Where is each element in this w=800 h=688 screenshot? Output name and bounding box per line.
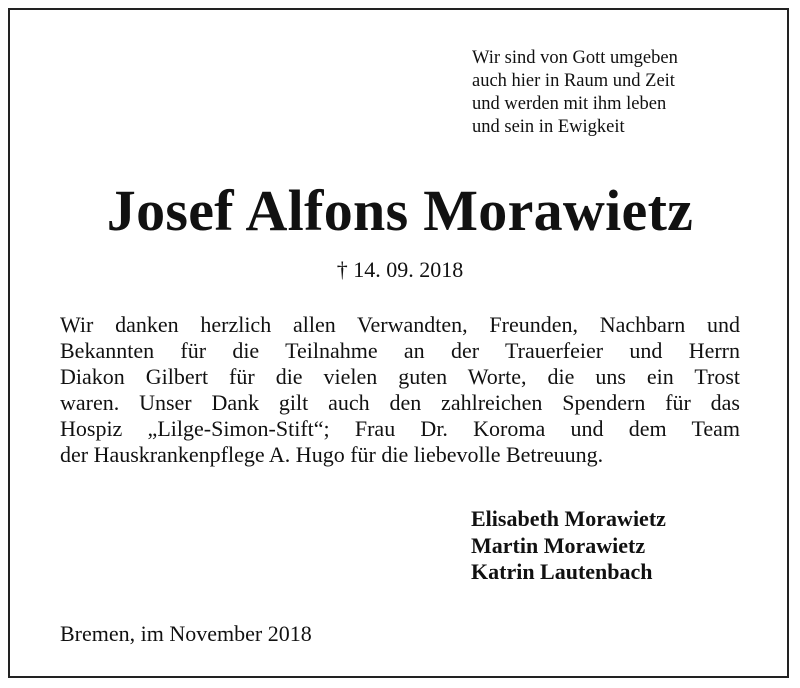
place-date: Bremen, im November 2018 <box>60 621 312 646</box>
poem-line: Wir sind von Gott umgeben <box>472 48 678 68</box>
thanks-line: Diakon Gilbert für die vielen guten Worte, die uns ein Trost <box>60 364 740 389</box>
death-date: † 14. 09. 2018 <box>336 257 464 282</box>
signers-list <box>471 506 666 586</box>
deceased-name: Josef Alfons Morawietz <box>106 178 694 243</box>
poem-line: auch hier in Raum und Zeit <box>472 71 675 91</box>
thanks-line: Bekannten für die Teilnahme an der Trauerfeier und Herrn <box>60 338 740 363</box>
thanks-line: waren. Unser Dank gilt auch den zahlreichen Spendern für das <box>60 390 740 415</box>
poem-line: und werden mit ihm leben <box>472 94 667 114</box>
thanks-line: Wir danken herzlich allen Verwandten, Freunden, Nachbarn und <box>60 312 740 337</box>
signer-name: Katrin Lautenbach <box>471 559 653 584</box>
signer-name: Martin Morawietz <box>471 532 646 558</box>
poem-verse <box>472 47 772 139</box>
thanks-paragraph <box>60 312 740 468</box>
thanks-line: Hospiz „Lilge-Simon-Stift“; Frau Dr. Koroma und dem Team <box>60 416 740 441</box>
thanks-line: der Hauskrankenpflege A. Hugo für die liebevolle Betreuung. <box>60 442 604 467</box>
poem-line: und sein in Ewigkeit <box>472 117 625 137</box>
signer-name: Elisabeth Morawietz <box>471 506 666 531</box>
